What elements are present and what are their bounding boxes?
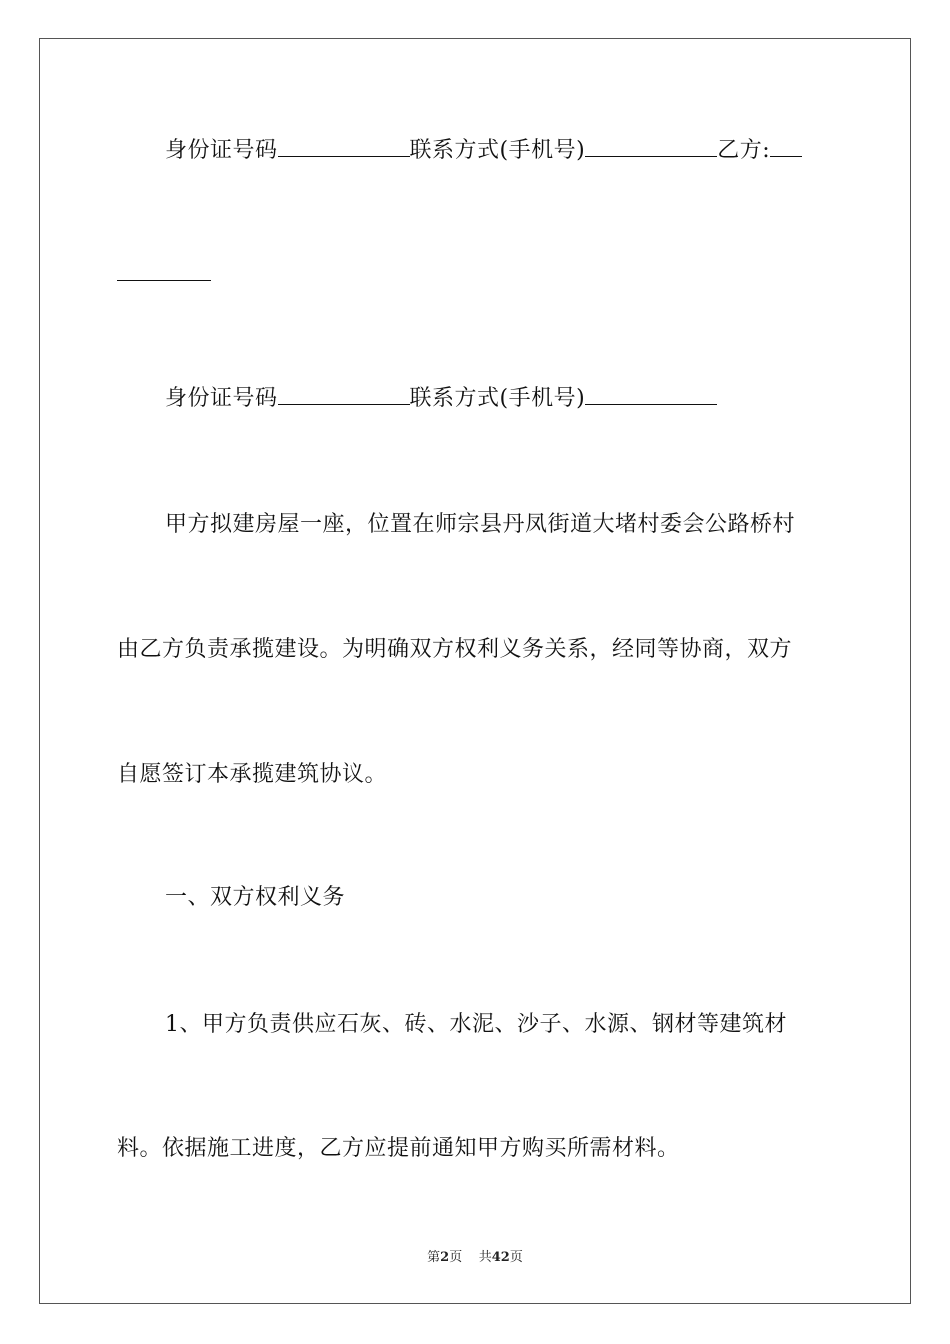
section-heading: 一、双方权利义务 — [165, 885, 346, 910]
contact-label: 联系方式(手机号) — [409, 138, 586, 163]
paragraph-line: 甲方拟建房屋一座，位置在师宗县丹凤街道大堵村委会公路桥村 — [165, 512, 796, 537]
page-border — [39, 38, 911, 1304]
id-number-label: 身份证号码 — [165, 138, 278, 163]
total-suffix: 页 — [509, 1250, 523, 1265]
page-number: 2 — [440, 1250, 450, 1265]
id-number-blank[interactable] — [278, 138, 410, 157]
party-b-id-contact-line — [165, 386, 717, 412]
page-footer — [0, 1246, 950, 1265]
paragraph-line: 自愿签订本承揽建筑协议。 — [117, 762, 388, 787]
paragraph-line: 料。依据施工进度，乙方应提前通知甲方购买所需材料。 — [117, 1136, 680, 1161]
total-prefix: 共 — [478, 1250, 492, 1265]
party-b-blank-end[interactable] — [117, 262, 211, 281]
paragraph-line: 由乙方负责承揽建设。为明确双方权利义务关系，经同等协商，双方 — [117, 637, 793, 662]
paragraph-line: 1、甲方负责供应石灰、砖、水泥、沙子、水源、钢材等建筑材 — [165, 1012, 787, 1037]
total-pages: 42 — [491, 1250, 510, 1265]
id-number-label: 身份证号码 — [165, 386, 278, 411]
contact-blank[interactable] — [585, 138, 717, 157]
contact-label: 联系方式(手机号) — [409, 386, 586, 411]
party-b-label: 乙方: — [717, 138, 771, 163]
party-b-blank-start[interactable] — [770, 138, 802, 157]
page-prefix: 第 — [427, 1250, 441, 1265]
page-suffix: 页 — [449, 1250, 463, 1265]
party-b-blank-continuation — [117, 262, 211, 288]
contact-blank[interactable] — [585, 386, 717, 405]
id-number-blank[interactable] — [278, 386, 410, 405]
party-a-id-contact-line — [165, 138, 802, 164]
